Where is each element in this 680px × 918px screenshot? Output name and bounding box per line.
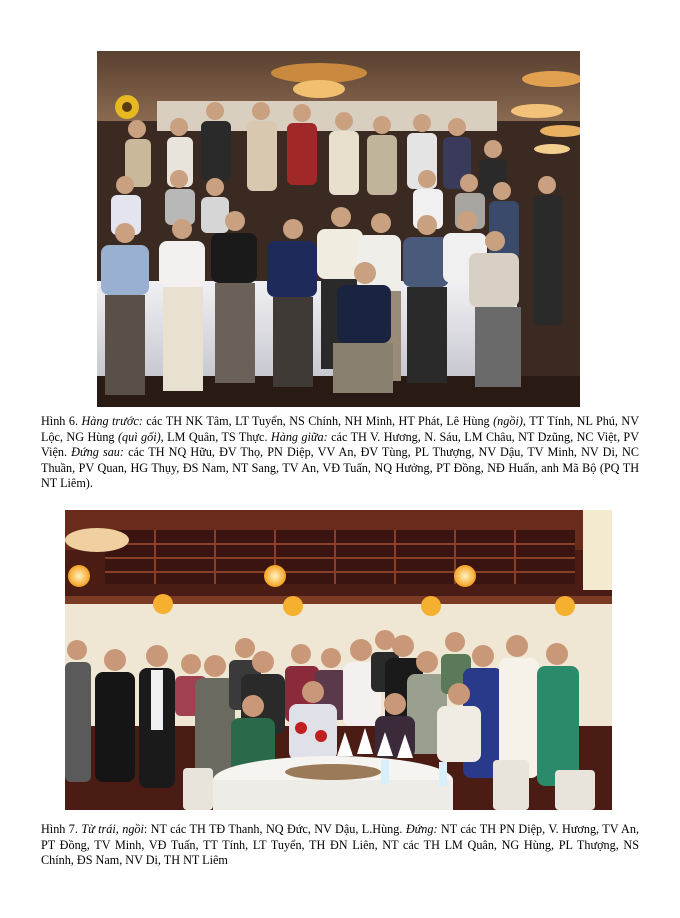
figure-7-caption	[41, 822, 639, 869]
group-photo-1-image	[97, 51, 580, 407]
row-front-names-b: , TT Tính, NL Phú, NV Lộc, NG Hùng	[41, 414, 640, 444]
row-front-names-c: , LM Quân, TS Thực.	[160, 429, 271, 444]
row-back-names: các TH NQ Hữu, ĐV Thọ, PN Diệp, VV An, ĐV Tùng, PL Thượng, NV Dậu, TV Minh, NV Di, NC Thuần, PV Quan, HG Thụy, ĐS Nam, NT Sang, TV An, VĐ Tuấn, NQ Hưởng, PT Đồng, NĐ Huấn, anh Mã Bộ (PQ TH NT Liêm).	[41, 445, 639, 491]
figure-6-caption	[41, 414, 639, 492]
row-middle-label: Hàng giữa:	[270, 429, 328, 444]
seated-names: : NT các TH TĐ Thanh, NQ Đức, NV Dậu, L.Hùng.	[143, 822, 406, 836]
row-front-label: Hàng trước:	[81, 414, 143, 428]
standing-names: NT các TH PN Diệp, V. Hương, TV An, PT Đồng, TV Minh, VĐ Tuấn, TT Tính, LT Tuyển, TH ĐN Liên, NT các TH LM Quân, NG Hùng, PL Thượng, NS Chính, ĐS Nam, NV Di, TH NT Liêm	[41, 822, 639, 868]
figure-7-label: Hình 7.	[41, 822, 82, 836]
group-photo-2	[65, 510, 612, 810]
seated-note: (ngồi)	[493, 414, 523, 428]
group-photo-1	[97, 51, 580, 407]
row-middle-names: các TH V. Hương, N. Sáu, LM Châu, NT Dzũng, NC Việt, PV Viện.	[41, 429, 639, 460]
row-front-names-a: các TH NK Tâm, LT Tuyển, NS Chính, NH Minh, HT Phát, Lê Hùng	[142, 414, 494, 428]
row-back-label: Đứng sau:	[71, 445, 124, 460]
kneeling-note: (quì gối)	[117, 429, 161, 444]
figure-6-label: Hình 6.	[41, 414, 78, 428]
group-photo-2-image	[65, 510, 612, 810]
standing-label: Đứng:	[405, 822, 438, 836]
seated-label: Từ trái, ngồi	[81, 822, 144, 836]
